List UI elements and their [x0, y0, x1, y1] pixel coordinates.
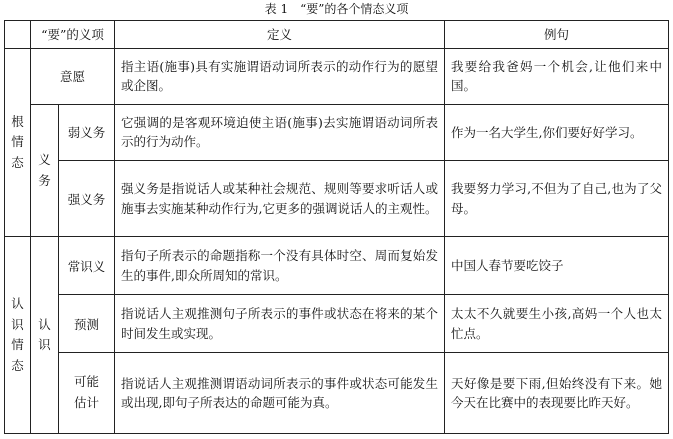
term-cell: 常识义	[59, 237, 115, 295]
empty-corner-cell	[5, 21, 31, 49]
definition-cell: 指主语(施事)具有实施谓语动词所表示的动作行为的愿望或企图。	[115, 48, 445, 104]
table-row	[5, 237, 669, 295]
group-yiwu: 义务	[31, 104, 59, 236]
term-cell: 意愿	[31, 48, 115, 104]
example-cell: 作为一名大学生,你们要好好学习。	[445, 104, 669, 160]
term-cell: 预测	[59, 295, 115, 353]
term-cell: 弱义务	[59, 104, 115, 160]
example-cell: 我要努力学习,不但为了自己,也为了父母。	[445, 160, 669, 237]
modal-meanings-table	[4, 20, 669, 434]
header-liju: 例句	[445, 21, 669, 49]
definition-cell: 指句子所表示的命题指称一个没有具体时空、周而复始发生的事件,即众所周知的常识。	[115, 237, 445, 295]
table-row	[5, 353, 669, 434]
header-yixiang: “要”的义项	[31, 21, 115, 49]
example-cell: 中国人春节要吃饺子	[445, 237, 669, 295]
group-gen-qingtai: 根情态	[5, 48, 31, 236]
definition-cell: 指说话人主观推测句子所表示的事件或状态在将来的某个时间发生或实现。	[115, 295, 445, 353]
definition-cell: 它强调的是客观环境迫使主语(施事)去实施谓语动词所表示的行为动作。	[115, 104, 445, 160]
definition-cell: 强义务是指说话人或某种社会规范、规则等要求听话人或施事去实施某种动作行为,它更多的强调说话人的主观性。	[115, 160, 445, 237]
example-cell: 我要给我爸妈一个机会,让他们来中国。	[445, 48, 669, 104]
term-cell: 强义务	[59, 160, 115, 237]
group-renshi-qingtai: 认识情态	[5, 237, 31, 434]
header-row	[5, 21, 669, 49]
table-row	[5, 160, 669, 237]
table-row	[5, 48, 669, 104]
definition-cell: 指说话人主观推测谓语动词所表示的事件或状态可能发生或出现,即句子所表达的命题可能为真。	[115, 353, 445, 434]
table-row	[5, 295, 669, 353]
term-cell: 可能估计	[59, 353, 115, 434]
table-row	[5, 104, 669, 160]
example-cell: 太太不久就要生小孩,高妈一个人也太忙点。	[445, 295, 669, 353]
group-renshi: 认识	[31, 237, 59, 434]
example-cell: 天好像是要下雨,但始终没有下来。她今天在比赛中的表现要比昨天好。	[445, 353, 669, 434]
header-dingyi: 定义	[115, 21, 445, 49]
table-caption: 表 1 “要”的各个情态义项	[264, 2, 409, 16]
